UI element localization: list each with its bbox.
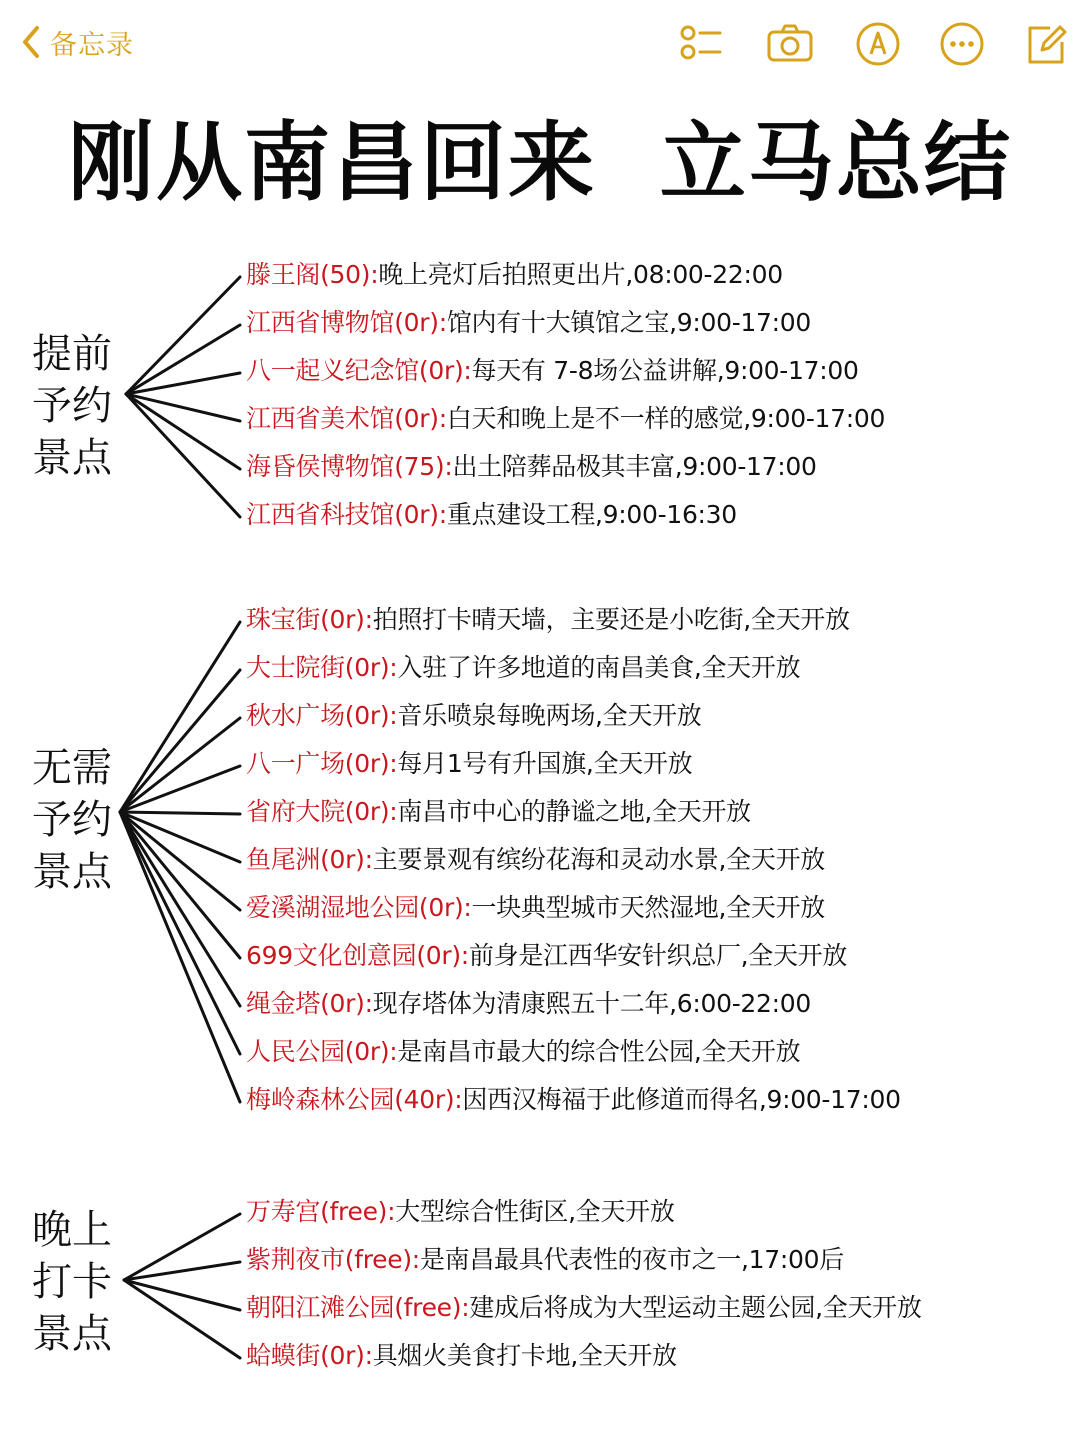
spot-name: 八一广场(0r): <box>246 749 398 778</box>
section-label-line: 予约 <box>32 383 112 429</box>
section-label-line: 予约 <box>32 797 112 843</box>
spot-name: 人民公园(0r): <box>246 1037 398 1066</box>
spot-desc: 重点建设工程,9:00-16:30 <box>446 500 737 529</box>
spot-desc: 大型综合性街区,全天开放 <box>395 1197 675 1226</box>
spot-desc: 现存塔体为清康熙五十二年,6:00-22:00 <box>372 989 811 1018</box>
spot-name: 珠宝街(0r): <box>246 605 373 634</box>
page-title: 刚从南昌回来 立马总结 <box>68 113 1012 213</box>
spot-name: 滕王阁(50): <box>246 260 379 289</box>
list-item <box>246 1080 901 1120</box>
section-label-line: 景点 <box>32 435 112 481</box>
branch-line <box>126 394 240 517</box>
spot-desc: 因西汉梅福于此修道而得名,9:00-17:00 <box>462 1085 901 1114</box>
spot-desc: 每月1号有升国旗,全天开放 <box>397 749 693 778</box>
spot-name: 爱溪湖湿地公园(0r): <box>246 893 472 922</box>
list-item <box>246 303 811 343</box>
spot-name: 海昏侯博物馆(75): <box>246 452 453 481</box>
list-item <box>246 792 751 832</box>
spot-desc: 主要景观有缤纷花海和灵动水景,全天开放 <box>372 845 825 874</box>
back-label: 备忘录 <box>50 29 134 61</box>
spot-desc: 每天有 7-8场公益讲解,9:00-17:00 <box>471 356 859 385</box>
list-item <box>246 600 850 640</box>
spot-desc: 是南昌最具代表性的夜市之一,17:00后 <box>419 1245 844 1274</box>
branch-line <box>120 766 240 812</box>
branch-line <box>120 718 240 812</box>
compose-icon[interactable] <box>1022 20 1070 68</box>
checklist-icon[interactable] <box>676 20 724 68</box>
spot-desc: 音乐喷泉每晚两场,全天开放 <box>397 701 702 730</box>
list-item <box>246 1240 844 1280</box>
branch-line <box>120 812 240 1006</box>
list-item <box>246 351 859 391</box>
spot-desc: 南昌市中心的静谧之地,全天开放 <box>397 797 751 826</box>
branch-line <box>120 812 240 910</box>
branch-line <box>126 325 240 394</box>
list-item <box>246 1032 800 1072</box>
more-icon[interactable] <box>938 20 986 68</box>
spot-name: 万寿宫(free): <box>246 1197 396 1226</box>
spot-desc: 建成后将成为大型运动主题公园,全天开放 <box>469 1293 922 1322</box>
spot-desc: 前身是江西华安针织总厂,全天开放 <box>468 941 848 970</box>
list-item <box>246 447 817 487</box>
spot-desc: 是南昌市最大的综合性公园,全天开放 <box>397 1037 801 1066</box>
list-item <box>246 1336 677 1376</box>
spot-desc: 白天和晚上是不一样的感觉,9:00-17:00 <box>446 404 886 433</box>
spot-name: 省府大院(0r): <box>246 797 398 826</box>
branch-line <box>120 622 240 812</box>
list-item <box>246 888 825 928</box>
spot-name: 朝阳江滩公园(free): <box>246 1293 470 1322</box>
spot-name: 梅岭森林公园(40r): <box>246 1085 463 1114</box>
branch-line <box>126 394 240 469</box>
list-item <box>246 648 800 688</box>
spot-desc: 具烟火美食打卡地,全天开放 <box>372 1341 677 1370</box>
spot-name: 699文化创意园(0r): <box>246 941 469 970</box>
branch-line <box>120 670 240 812</box>
section-label-line: 景点 <box>32 849 112 895</box>
list-item <box>246 495 737 535</box>
spot-desc: 出土陪葬品极其丰富,9:00-17:00 <box>452 452 817 481</box>
markup-pen-icon[interactable] <box>854 20 902 68</box>
section-label-line: 景点 <box>32 1311 112 1357</box>
list-item <box>246 696 701 736</box>
list-item <box>246 399 885 439</box>
spot-desc: 馆内有十大镇馆之宝,9:00-17:00 <box>446 308 811 337</box>
list-item <box>246 255 783 295</box>
camera-icon[interactable] <box>766 20 814 68</box>
list-item <box>246 840 825 880</box>
branch-line <box>126 277 240 394</box>
spot-name: 蛤蟆街(0r): <box>246 1341 373 1370</box>
list-item <box>246 1192 675 1232</box>
spot-desc: 晚上亮灯后拍照更出片,08:00-22:00 <box>378 260 783 289</box>
section-label-line: 晚上 <box>32 1207 112 1253</box>
spot-name: 江西省博物馆(0r): <box>246 308 447 337</box>
spot-name: 八一起义纪念馆(0r): <box>246 356 472 385</box>
spot-name: 紫荆夜市(free): <box>246 1245 420 1274</box>
list-item <box>246 984 811 1024</box>
section-label-line: 打卡 <box>32 1259 112 1305</box>
branch-line <box>126 394 240 421</box>
branch-line <box>120 812 240 862</box>
spot-name: 江西省美术馆(0r): <box>246 404 447 433</box>
branch-line <box>126 373 240 394</box>
branch-line <box>120 812 240 1102</box>
back-button[interactable] <box>20 22 134 62</box>
chevron-left-icon <box>20 24 42 60</box>
branch-line <box>124 1280 240 1310</box>
spot-name: 大士院街(0r): <box>246 653 398 682</box>
spot-desc: 拍照打卡晴天墙，主要还是小吃街,全天开放 <box>372 605 850 634</box>
section-label-no-reserve <box>32 742 122 898</box>
spot-name: 鱼尾洲(0r): <box>246 845 373 874</box>
branch-line <box>124 1214 240 1280</box>
notes-toolbar <box>0 0 1080 90</box>
spot-desc: 入驻了许多地道的南昌美食,全天开放 <box>397 653 801 682</box>
branch-line <box>124 1262 240 1280</box>
spot-name: 秋水广场(0r): <box>246 701 398 730</box>
spot-desc: 一块典型城市天然湿地,全天开放 <box>471 893 825 922</box>
list-item <box>246 1288 922 1328</box>
section-label-line: 提前 <box>32 331 112 377</box>
section-label-line: 无需 <box>32 745 112 791</box>
section-label-reserve <box>32 328 122 484</box>
list-item <box>246 936 847 976</box>
spot-name: 绳金塔(0r): <box>246 989 373 1018</box>
spot-name: 江西省科技馆(0r): <box>246 500 447 529</box>
branch-line <box>120 812 240 958</box>
branch-line <box>120 812 240 1054</box>
list-item <box>246 744 692 784</box>
branch-line <box>120 812 240 814</box>
branch-line <box>124 1280 240 1358</box>
section-label-night <box>32 1204 122 1360</box>
